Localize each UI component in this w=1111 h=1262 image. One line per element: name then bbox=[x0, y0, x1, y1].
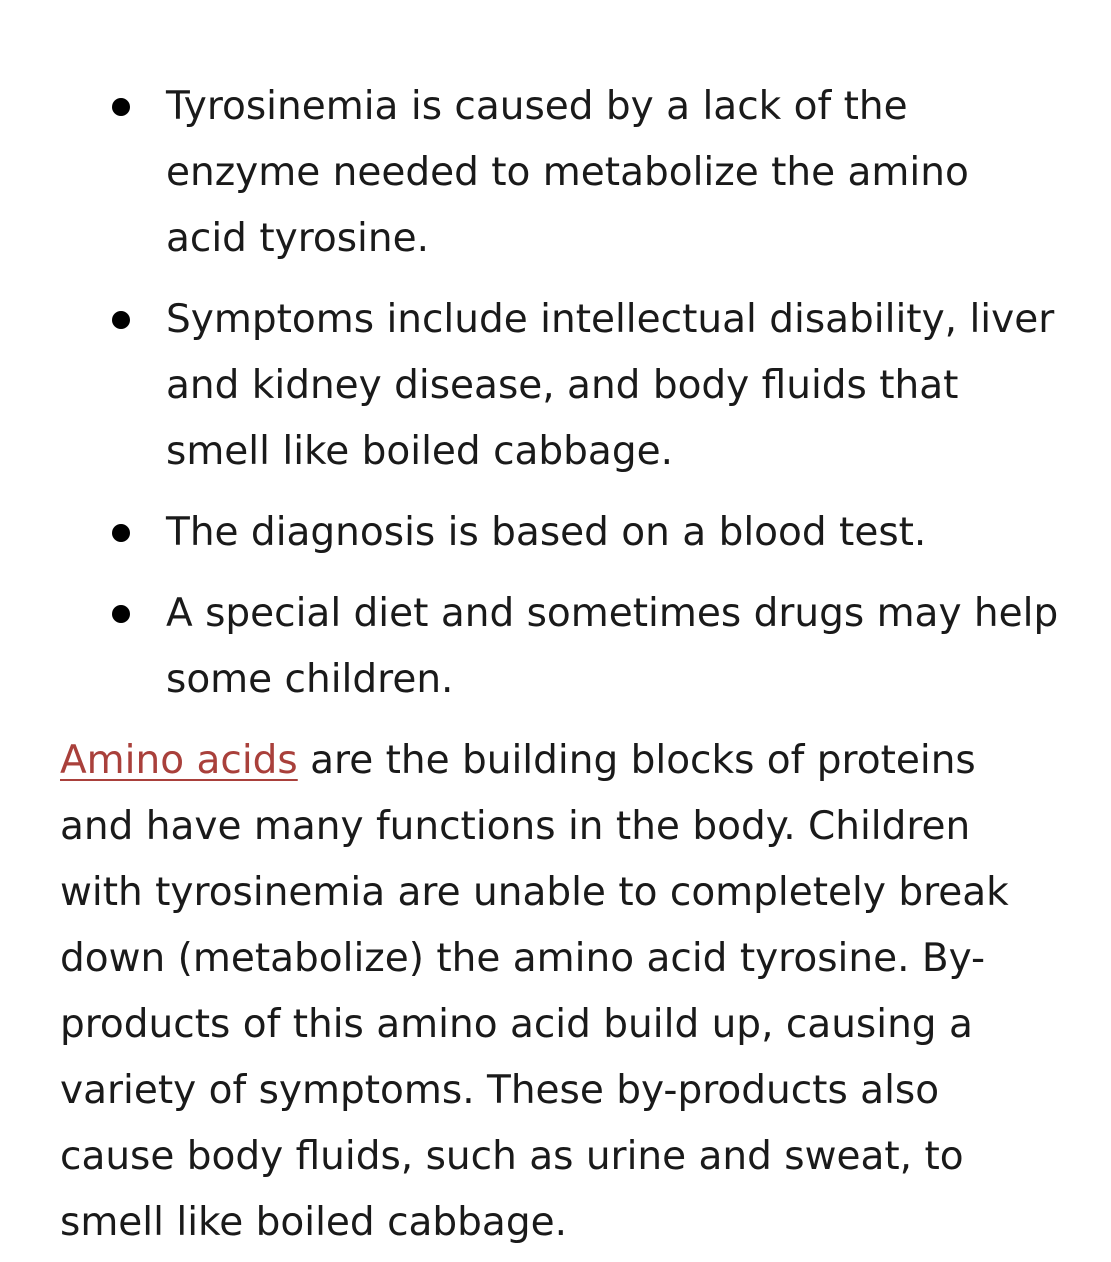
key-points-list bbox=[60, 74, 1060, 713]
bullet-icon bbox=[112, 524, 130, 542]
list-item bbox=[60, 74, 1060, 272]
paragraph-text: are the building blocks of proteins and have many functions in the body. Children with tyrosinemia are unable to completely break down (metabolize) the amino acid tyrosine. By-products of this amino acid build up, causing a variety of symptoms. These by-products also cause body fluids, such as urine and sweat, to smell like boiled cabbage. bbox=[60, 738, 1009, 1245]
list-item-text: Tyrosinemia is caused by a lack of the enzyme needed to metabolize the amino acid tyrosine. bbox=[166, 84, 969, 261]
list-item-text: A special diet and sometimes drugs may help some children. bbox=[166, 591, 1059, 702]
list-item-text: The diagnosis is based on a blood test. bbox=[166, 510, 927, 555]
list-item bbox=[60, 500, 1060, 566]
article-content bbox=[60, 74, 1060, 1256]
list-item bbox=[60, 581, 1060, 713]
bullet-icon bbox=[112, 311, 130, 329]
list-item bbox=[60, 287, 1060, 485]
bullet-icon bbox=[112, 605, 130, 623]
amino-acids-link[interactable]: Amino acids bbox=[60, 738, 298, 783]
list-item-text: Symptoms include intellectual disability, liver and kidney disease, and body fluids that smell like boiled cabbage. bbox=[166, 297, 1055, 474]
body-paragraph bbox=[60, 728, 1060, 1256]
bullet-icon bbox=[112, 98, 130, 116]
